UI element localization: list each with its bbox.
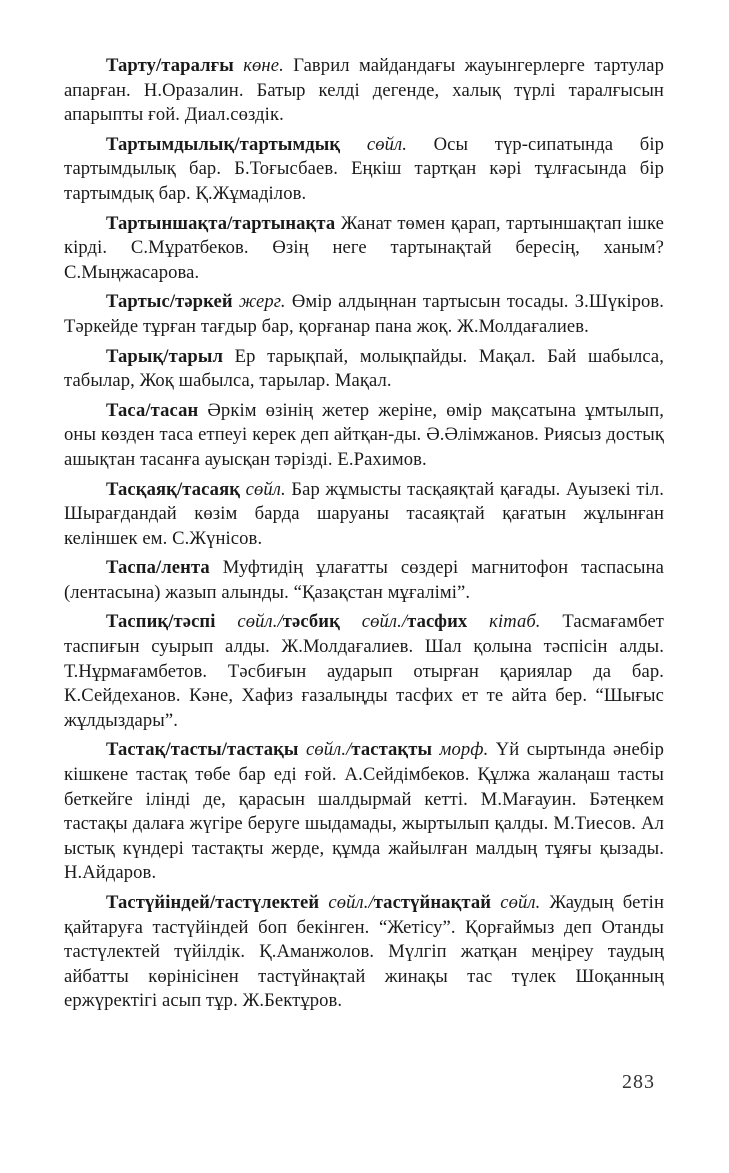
entry-text: Тасмағамбет таспиғын суырып алды. Ж.Молдағалиев. Шал қолына тәспісін алды. Т.Нұрмағамбетов. Тәсбиғын аударып отырған қариялар да бар. К.Сейдеханов. Кәне, Хафиз ғазалыңды тасфих ет те айта бер. “Шығыс жұлдыздары”. [64, 611, 665, 731]
dictionary-entry [64, 290, 664, 339]
entry-text: Әркім өзінің жетер жеріне, өмір мақсатына ұмтылып, оны көзден таса етпеуі керек деп айтқан-ды. Ә.Әлімжанов. Риясыз достық ашықтан тасанға ауысқан тәрізді. Е.Рахимов. [64, 399, 664, 470]
entry-headword-variant: тастүйнақтай [373, 892, 492, 913]
usage-mark: жерг. [238, 291, 286, 313]
entry-text: Бар жұмысты тасқаяқтай қағады. Ауызекі тіл. Шырағдандай көзім барда шаруаны тасаяқтай қағатын жұлынған келіншек ем. С.Жүнісов. [64, 478, 665, 549]
usage-mark: сөйл./ [305, 739, 352, 761]
entry-text: Гаврил майдандағы жауынгерлерге тартулар апарған. Н.Оразалин. Батыр келді дегенде, халық түрлі таралғысын апарыпты ғой. Диал.сөздік. [64, 55, 665, 126]
entry-headword: Таспиқ/тәспі [106, 611, 216, 633]
entry-headword-variant: тәсбиқ [282, 611, 340, 633]
entry-headword: Тартыс/тәркей [106, 291, 233, 313]
entry-headword-variant: тастақты [351, 739, 433, 761]
entry-headword: Тартымдылық/тартымдық [106, 133, 341, 155]
dictionary-entry [64, 610, 664, 733]
entry-headword: Тарық/тарыл [106, 345, 224, 367]
usage-mark: сөйл. [245, 478, 286, 500]
usage-mark: сөйл. [500, 892, 541, 913]
entry-headword: Тастүйіндей/тастүлектей [106, 892, 320, 913]
dictionary-entry [64, 345, 664, 394]
entry-text: Үй сыртында әнебір кішкене тастақ төбе бар еді ғой. А.Сейдімбеков. Құлжа жалаңаш тасты беткейге ілінді де, қарасын шалдырмай кетті. М.Мағауин. Бәтеңкем тастақы далаға жүгіре беруге шыдамады, жыртылып қалды. М.Тиесов. Ал ыстық күндері тастақты жерде, құмда жайылған малдың тұяғы қызады. Н.Айдаров. [64, 739, 665, 884]
entry-text: Жаудың бетін қайтаруға тастүйіндей боп бекінген. “Жетісу”. Қорғаймыз деп Отанды тастүлектей түйілдік. Қ.Аманжолов. Мүлгіп жатқан меңіреу таудың айбатты көрінісінен тастүйнақтай жинақы тас түлек Шоқанның ержүректігі асып тұр. Ж.Бектұров. [64, 892, 664, 1012]
entry-headword: Тартыншақта/тартынақта [106, 212, 336, 234]
dictionary-entry [64, 738, 664, 886]
dictionary-entry [64, 556, 664, 605]
entry-headword: Тарту/таралғы [106, 55, 234, 76]
entry-text: Өмір алдыңнан тартысын тосады. З.Шүкіров. Тәркейде тұрған тағдыр бар, қорғанар пана жоқ. Ж.Молдағалиев. [64, 291, 665, 337]
dictionary-entry [64, 212, 664, 286]
usage-mark: сөйл./ [361, 611, 408, 633]
entry-text: Осы түр-сипатында бір тартымдылық бар. Б.Тоғысбаев. Еңкіш тартқан кәрі тұлғасында бір тартымдық бар. Қ.Жұмаділов. [64, 133, 664, 204]
usage-mark: көне. [243, 55, 284, 76]
entry-text: Ер тарықпай, молықпайды. Мақал. Бай шабылса, табылар, Жоқ шабылса, тарылар. Мақал. [64, 345, 665, 392]
usage-mark: морф. [439, 739, 489, 761]
entry-text: Муфтидің ұлағатты сөздері магнитофон таспасына (лентасына) жазып алынды. “Қазақстан мұғалімі”. [64, 557, 664, 603]
dictionary-entry [64, 133, 664, 207]
entry-text: Жанат төмен қарап, тартыншақтап ішке кірді. С.Мұратбеков. Өзің неге тартынақтай бересің, ханым? С.Мыңжасарова. [64, 212, 664, 283]
entry-headword: Тастақ/тасты/тастақы [106, 739, 299, 761]
dictionary-entry [64, 54, 664, 128]
dictionary-entry [64, 891, 664, 1014]
entry-headword-variant: тасфих [407, 611, 468, 633]
dictionary-page [64, 54, 664, 1019]
usage-mark: кітаб. [489, 611, 541, 633]
usage-mark: сөйл. [366, 133, 407, 155]
dictionary-entry [64, 478, 664, 552]
page-number: 283 [622, 1071, 655, 1093]
usage-mark: сөйл./ [237, 611, 283, 633]
entry-headword: Тасқаяқ/тасаяқ [106, 478, 241, 500]
usage-mark: сөйл./ [328, 892, 374, 913]
entry-headword: Таспа/лента [106, 557, 210, 579]
entry-headword: Таса/тасан [106, 399, 199, 421]
dictionary-entry [64, 399, 664, 473]
